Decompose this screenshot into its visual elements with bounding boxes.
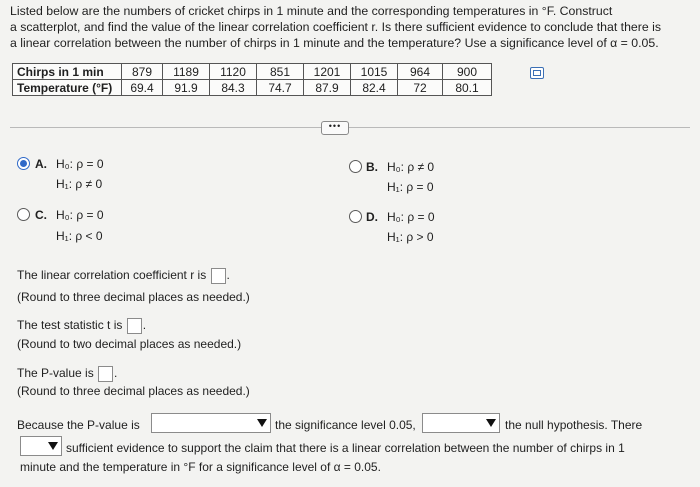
- question-text-line-3: a linear correlation between the number of chirps in 1 minute and the temperature? Use a significance level of α = 0.05.: [10, 36, 659, 50]
- option-d-radio[interactable]: [349, 210, 362, 223]
- t-prompt: The test statistic t is: [17, 318, 123, 333]
- conclusion-last: minute and the temperature in °F for a significance level of α = 0.05.: [20, 460, 381, 474]
- p-prompt: The P-value is: [17, 366, 94, 381]
- chirps-row: [13, 64, 492, 80]
- chevron-down-icon: [257, 419, 267, 427]
- table-cell: 1120: [210, 64, 257, 80]
- pvalue-comparison-dropdown[interactable]: [151, 413, 271, 433]
- copy-data-icon[interactable]: [530, 67, 544, 79]
- table-cell: 84.3: [210, 80, 257, 96]
- conclusion-null: the null hypothesis. There: [505, 418, 643, 432]
- option-a-h1: H₁: ρ ≠ 0: [56, 177, 103, 191]
- data-table: [12, 63, 492, 96]
- option-a-h0: H₀: ρ = 0: [56, 157, 104, 171]
- r-answer-input[interactable]: [211, 268, 226, 284]
- row-label-chirps: Chirps in 1 min: [13, 64, 122, 80]
- section-divider: [10, 127, 690, 128]
- option-b-letter: B.: [366, 160, 378, 174]
- option-d-h1: H₁: ρ > 0: [387, 230, 434, 244]
- table-cell: 1189: [163, 64, 210, 80]
- table-cell: 879: [122, 64, 163, 80]
- p-prompt-line: The P-value is .: [17, 366, 118, 381]
- t-note: (Round to two decimal places as needed.): [17, 337, 242, 351]
- chevron-down-icon: [48, 442, 58, 450]
- evidence-dropdown[interactable]: [20, 436, 62, 456]
- question-text-line-2: a scatterplot, and find the value of the linear correlation coefficient r. Is there sufficient evidence to conclude that there is: [10, 20, 661, 34]
- r-note: (Round to three decimal places as needed.): [17, 290, 250, 304]
- table-cell: 87.9: [304, 80, 351, 96]
- option-c-letter: C.: [35, 208, 47, 222]
- option-b-h1: H₁: ρ = 0: [387, 180, 434, 194]
- table-cell: 1015: [351, 64, 398, 80]
- option-c-h0: H₀: ρ = 0: [56, 208, 104, 222]
- t-answer-input[interactable]: [127, 318, 142, 334]
- conclusion-significance: the significance level 0.05,: [275, 418, 416, 432]
- table-cell: 82.4: [351, 80, 398, 96]
- option-b-h0: H₀: ρ ≠ 0: [387, 160, 435, 174]
- option-a-letter: A.: [35, 157, 47, 171]
- null-hypothesis-decision-dropdown[interactable]: [422, 413, 500, 433]
- table-cell: 74.7: [257, 80, 304, 96]
- more-button[interactable]: •••: [321, 121, 349, 135]
- option-a-radio[interactable]: [17, 157, 30, 170]
- option-d-letter: D.: [366, 210, 378, 224]
- chevron-down-icon: [486, 419, 496, 427]
- table-cell: 851: [257, 64, 304, 80]
- t-prompt-line: The test statistic t is .: [17, 318, 147, 333]
- temperature-row: [13, 80, 492, 96]
- option-c-h1: H₁: ρ < 0: [56, 229, 103, 243]
- table-cell: 69.4: [122, 80, 163, 96]
- conclusion-because: Because the P-value is: [17, 418, 140, 432]
- table-cell: 72: [398, 80, 443, 96]
- table-cell: 1201: [304, 64, 351, 80]
- table-cell: 80.1: [443, 80, 492, 96]
- r-prompt: The linear correlation coefficient r is: [17, 268, 207, 283]
- r-prompt-line: The linear correlation coefficient r is .: [17, 268, 230, 283]
- option-b-radio[interactable]: [349, 160, 362, 173]
- question-text-line-1: Listed below are the numbers of cricket chirps in 1 minute and the corresponding temperatures in °F. Construct: [10, 4, 613, 18]
- table-cell: 964: [398, 64, 443, 80]
- conclusion-sufficient: sufficient evidence to support the claim that there is a linear correlation between the number of chirps in 1: [66, 441, 625, 455]
- option-c-radio[interactable]: [17, 208, 30, 221]
- row-label-temperature: Temperature (°F): [13, 80, 122, 96]
- option-d-h0: H₀: ρ = 0: [387, 210, 435, 224]
- table-cell: 91.9: [163, 80, 210, 96]
- p-note: (Round to three decimal places as needed.): [17, 384, 250, 398]
- p-answer-input[interactable]: [98, 366, 113, 382]
- table-cell: 900: [443, 64, 492, 80]
